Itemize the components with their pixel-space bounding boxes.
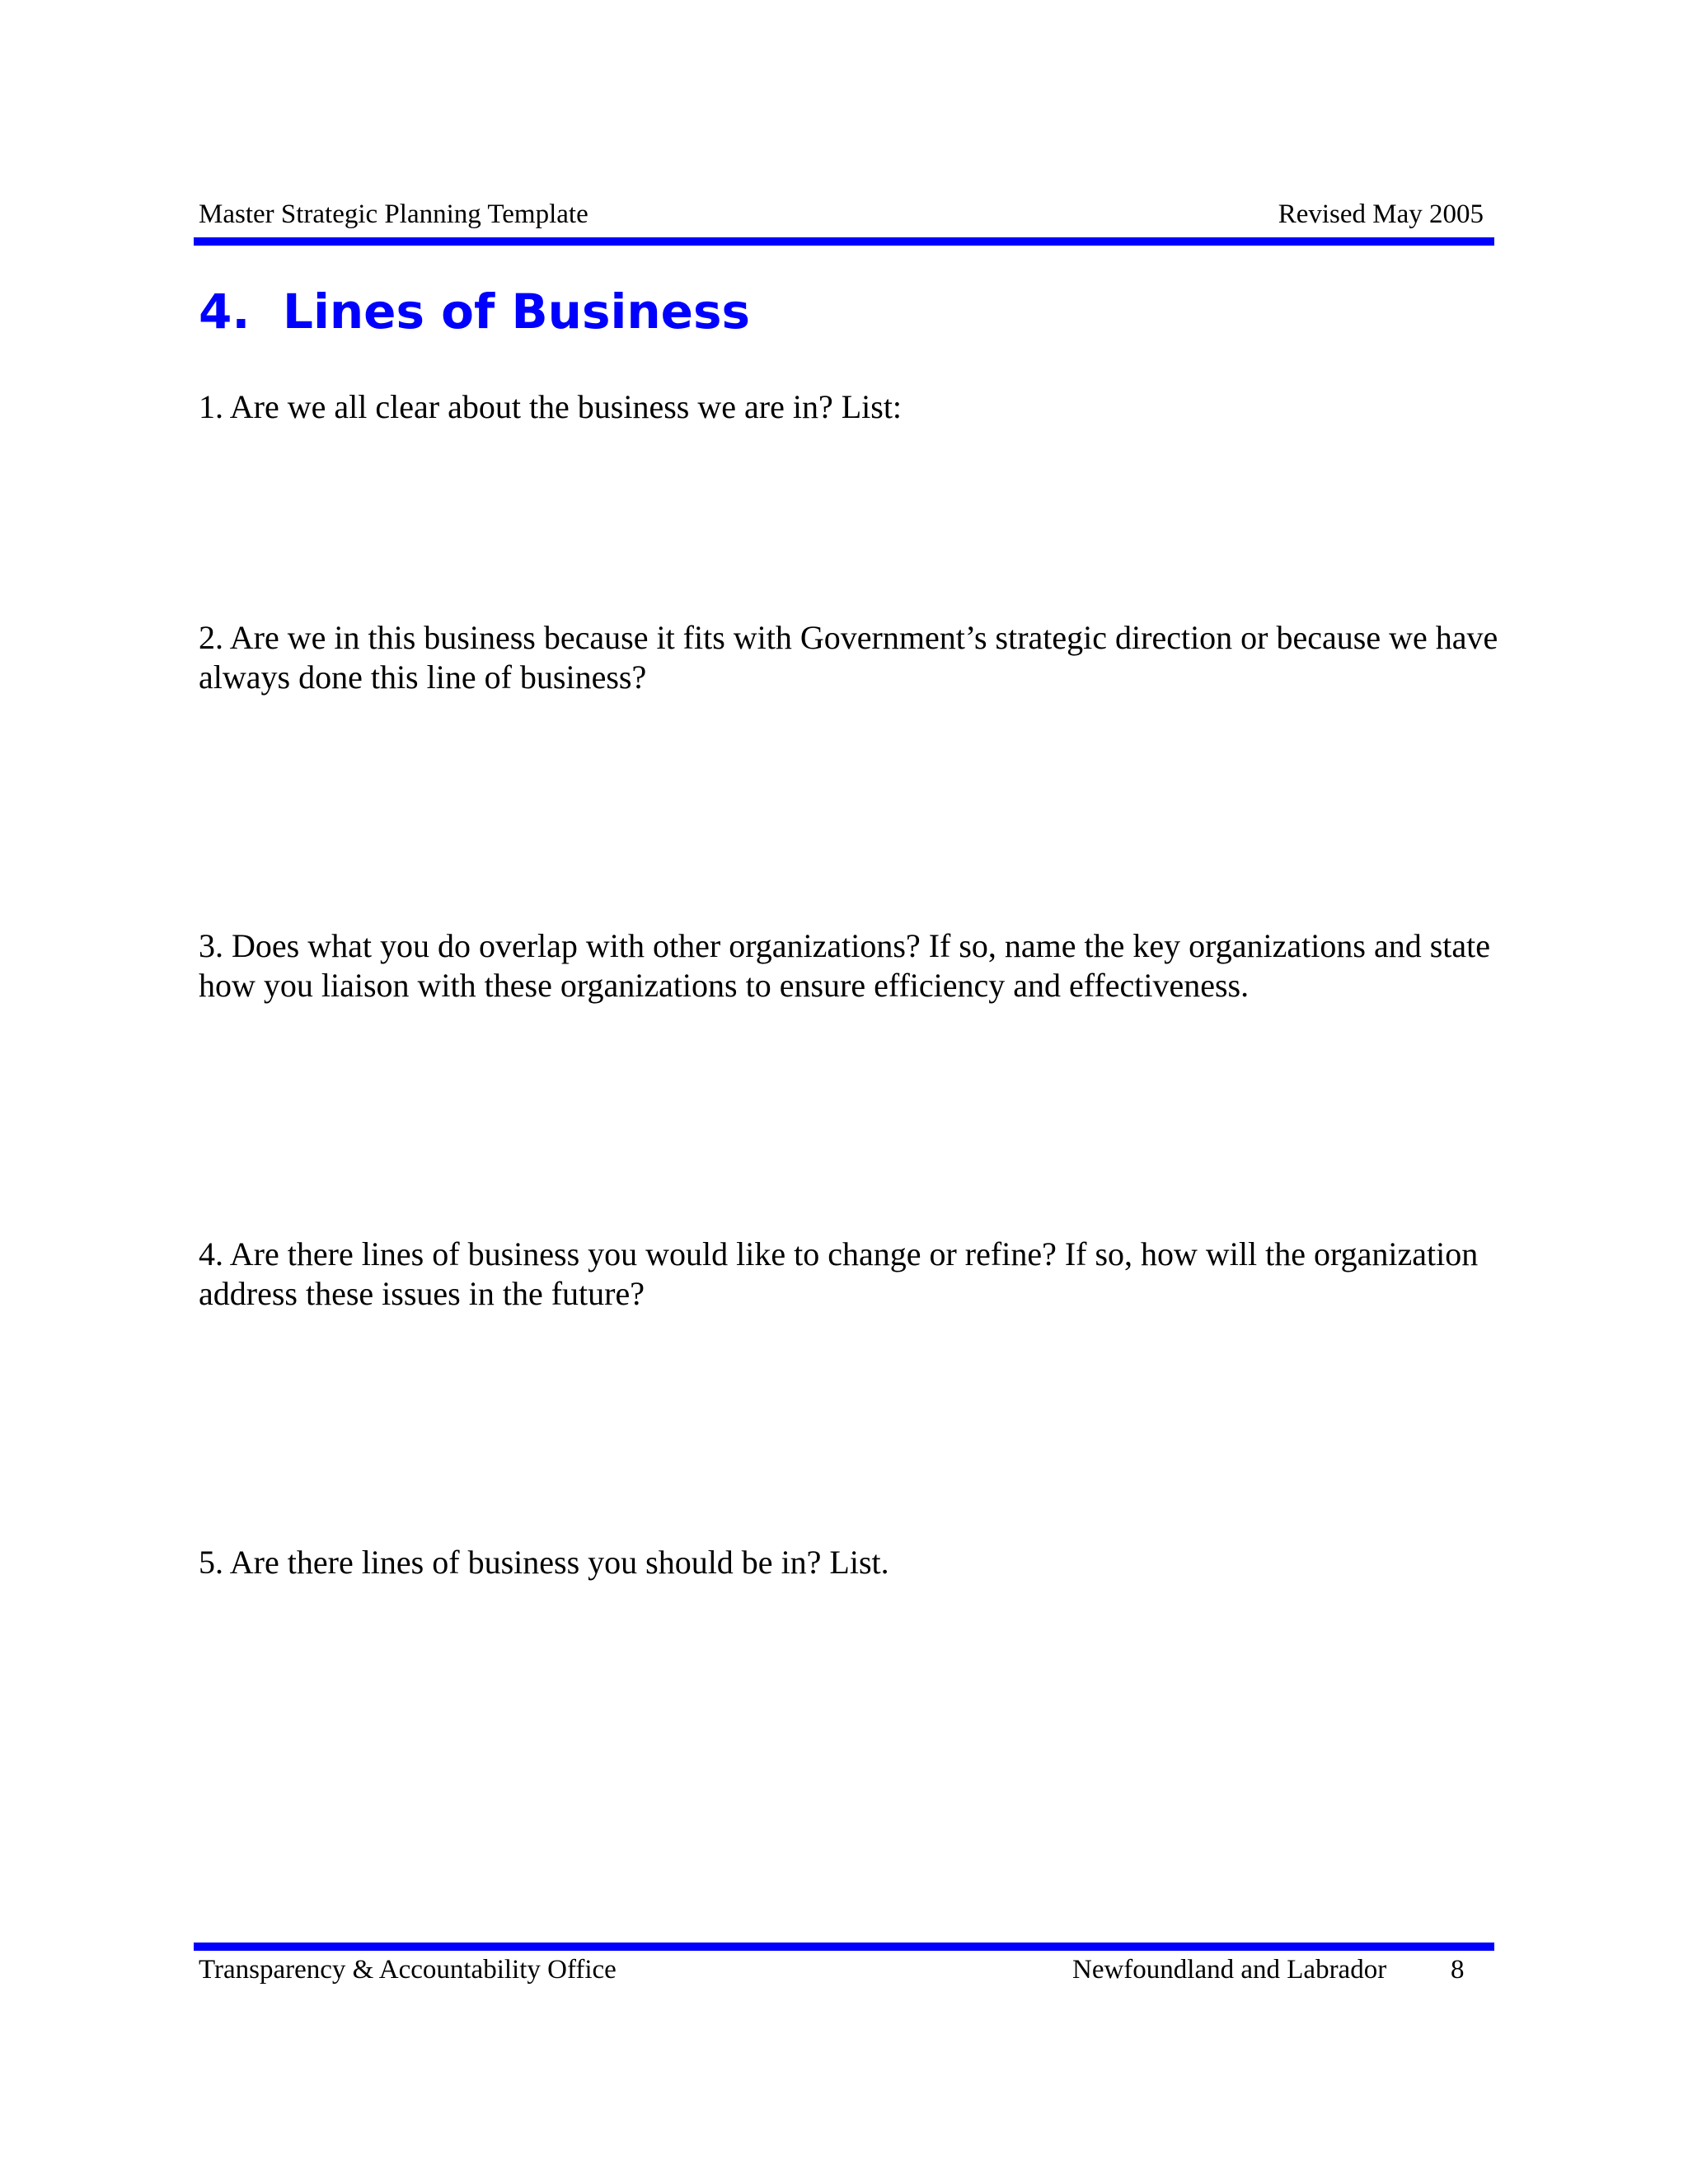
header-divider bbox=[194, 237, 1494, 246]
header-revision-date: Revised May 2005 bbox=[1278, 199, 1484, 229]
question-1: 1. Are we all clear about the business we are in? List: bbox=[199, 388, 903, 425]
question-2: 2. Are we in this business because it fits with Government’s strategic direction or because we have always done this line of business? bbox=[199, 619, 1498, 696]
question-4: 4. Are there lines of business you would like to change or refine? If so, how will the organization address these issues in the future? bbox=[199, 1235, 1479, 1312]
footer-divider bbox=[194, 1943, 1494, 1951]
page-number: 8 bbox=[1451, 1955, 1465, 1985]
footer-province: Newfoundland and Labrador bbox=[1072, 1955, 1387, 1985]
footer-office: Transparency & Accountability Office bbox=[199, 1955, 617, 1985]
section-title: Lines of Business bbox=[283, 284, 751, 340]
section-heading bbox=[199, 279, 750, 344]
question-3: 3. Does what you do overlap with other organizations? If so, name the key organizations and state how you liaison with these organizations to ensure efficiency and effectiveness. bbox=[199, 927, 1490, 1004]
question-5: 5. Are there lines of business you should be in? List. bbox=[199, 1544, 889, 1581]
section-number: 4. bbox=[199, 284, 251, 340]
header-document-title: Master Strategic Planning Template bbox=[199, 199, 588, 229]
